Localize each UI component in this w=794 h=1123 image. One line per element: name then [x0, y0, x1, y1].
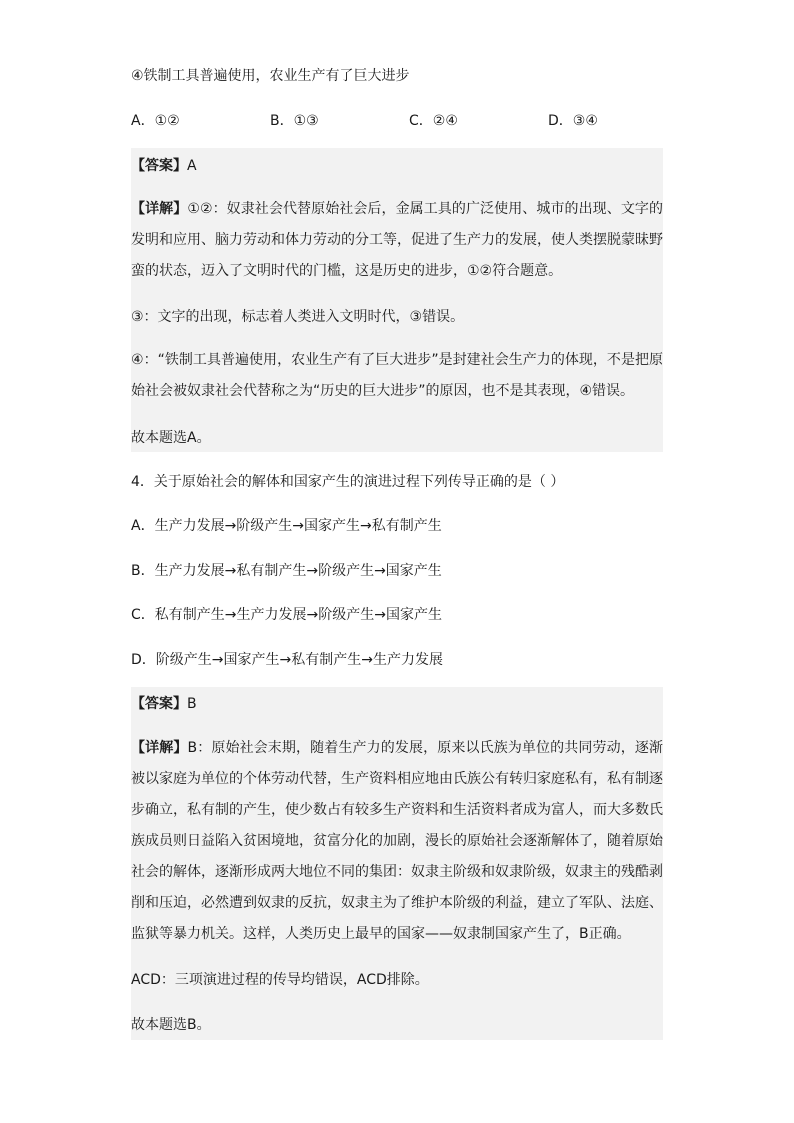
q4-answer-value: B	[187, 696, 197, 712]
q3-explanation-1	[131, 194, 663, 287]
q4-explanation-1	[131, 733, 663, 950]
q4-answer	[131, 694, 197, 714]
q3-answer-value: A	[187, 158, 197, 174]
q4-choice-d: D．阶级产生→国家产生→私有制产生→生产力发展	[131, 652, 443, 668]
q4-choice-a: A．生产力发展→阶级产生→国家产生→私有制产生	[131, 518, 442, 534]
q4-explain-label: 【详解】	[131, 740, 188, 756]
q3-option-item-4: ④铁制工具普遍使用，农业生产有了巨大进步	[131, 68, 410, 84]
q3-explanation-2: ③：文字的出现，标志着人类进入文明时代，③错误。	[131, 309, 465, 325]
q4-explanation-2: ACD：三项演进过程的传导均错误，ACD排除。	[131, 972, 429, 988]
q3-explain-label: 【详解】	[131, 201, 188, 217]
q3-conclusion: 故本题选A。	[131, 430, 211, 446]
q4-explain-text-1: B：原始社会末期，随着生产力的发展，原来以氏族为单位的共同劳动，逐渐被以家庭为单位的个体劳动代替，生产资料相应地由氏族公有转归家庭私有，私有制逐步确立，私有制的产生，使少数占有较多生产资料和生活资料者成为富人，而大多数氏族成员则日益陷入贫困境地，贫富分化的加剧，漫长的原始社会逐渐解体了，随着原始社会的解体，逐渐形成两大地位不同的集团：奴隶主阶级和奴隶阶级，奴隶主的残酷剥削和压迫，必然遭到奴隶的反抗，奴隶主为了维护本阶级的利益，建立了军队、法庭、监狱等暴力机关。这样，人类历史上最早的国家——奴隶制国家产生了，B正确。	[131, 740, 664, 942]
q4-conclusion: 故本题选B。	[131, 1017, 211, 1033]
q3-choice-b: B．①③	[270, 113, 319, 129]
q4-answer-label: 【答案】	[131, 696, 187, 712]
q4-choice-c: C．私有制产生→生产力发展→阶级产生→国家产生	[131, 607, 442, 623]
q3-choice-a: A．①②	[131, 113, 180, 129]
q3-answer	[131, 156, 197, 176]
q4-stem: 4．关于原始社会的解体和国家产生的演进过程下列传导正确的是（ ）	[131, 474, 565, 490]
q3-answer-label: 【答案】	[131, 158, 187, 174]
q3-explain-text-1: ①②：奴隶社会代替原始社会后，金属工具的广泛使用、城市的出现、文字的发明和应用、脑力劳动和体力劳动的分工等，促进了生产力的发展，使人类摆脱蒙昧野蛮的状态，迈入了文明时代的门槛，这是历史的进步，①②符合题意。	[131, 201, 663, 279]
q3-choice-c: C．②④	[409, 113, 458, 129]
q4-choice-b: B．生产力发展→私有制产生→阶级产生→国家产生	[131, 563, 442, 579]
q3-choice-d: D．③④	[548, 113, 598, 129]
q3-explanation-3: ④：“铁制工具普遍使用，农业生产有了巨大进步”是封建社会生产力的体现，不是把原始社会被奴隶社会代替称之为“历史的巨大进步”的原因，也不是其表现，④错误。	[131, 352, 663, 399]
